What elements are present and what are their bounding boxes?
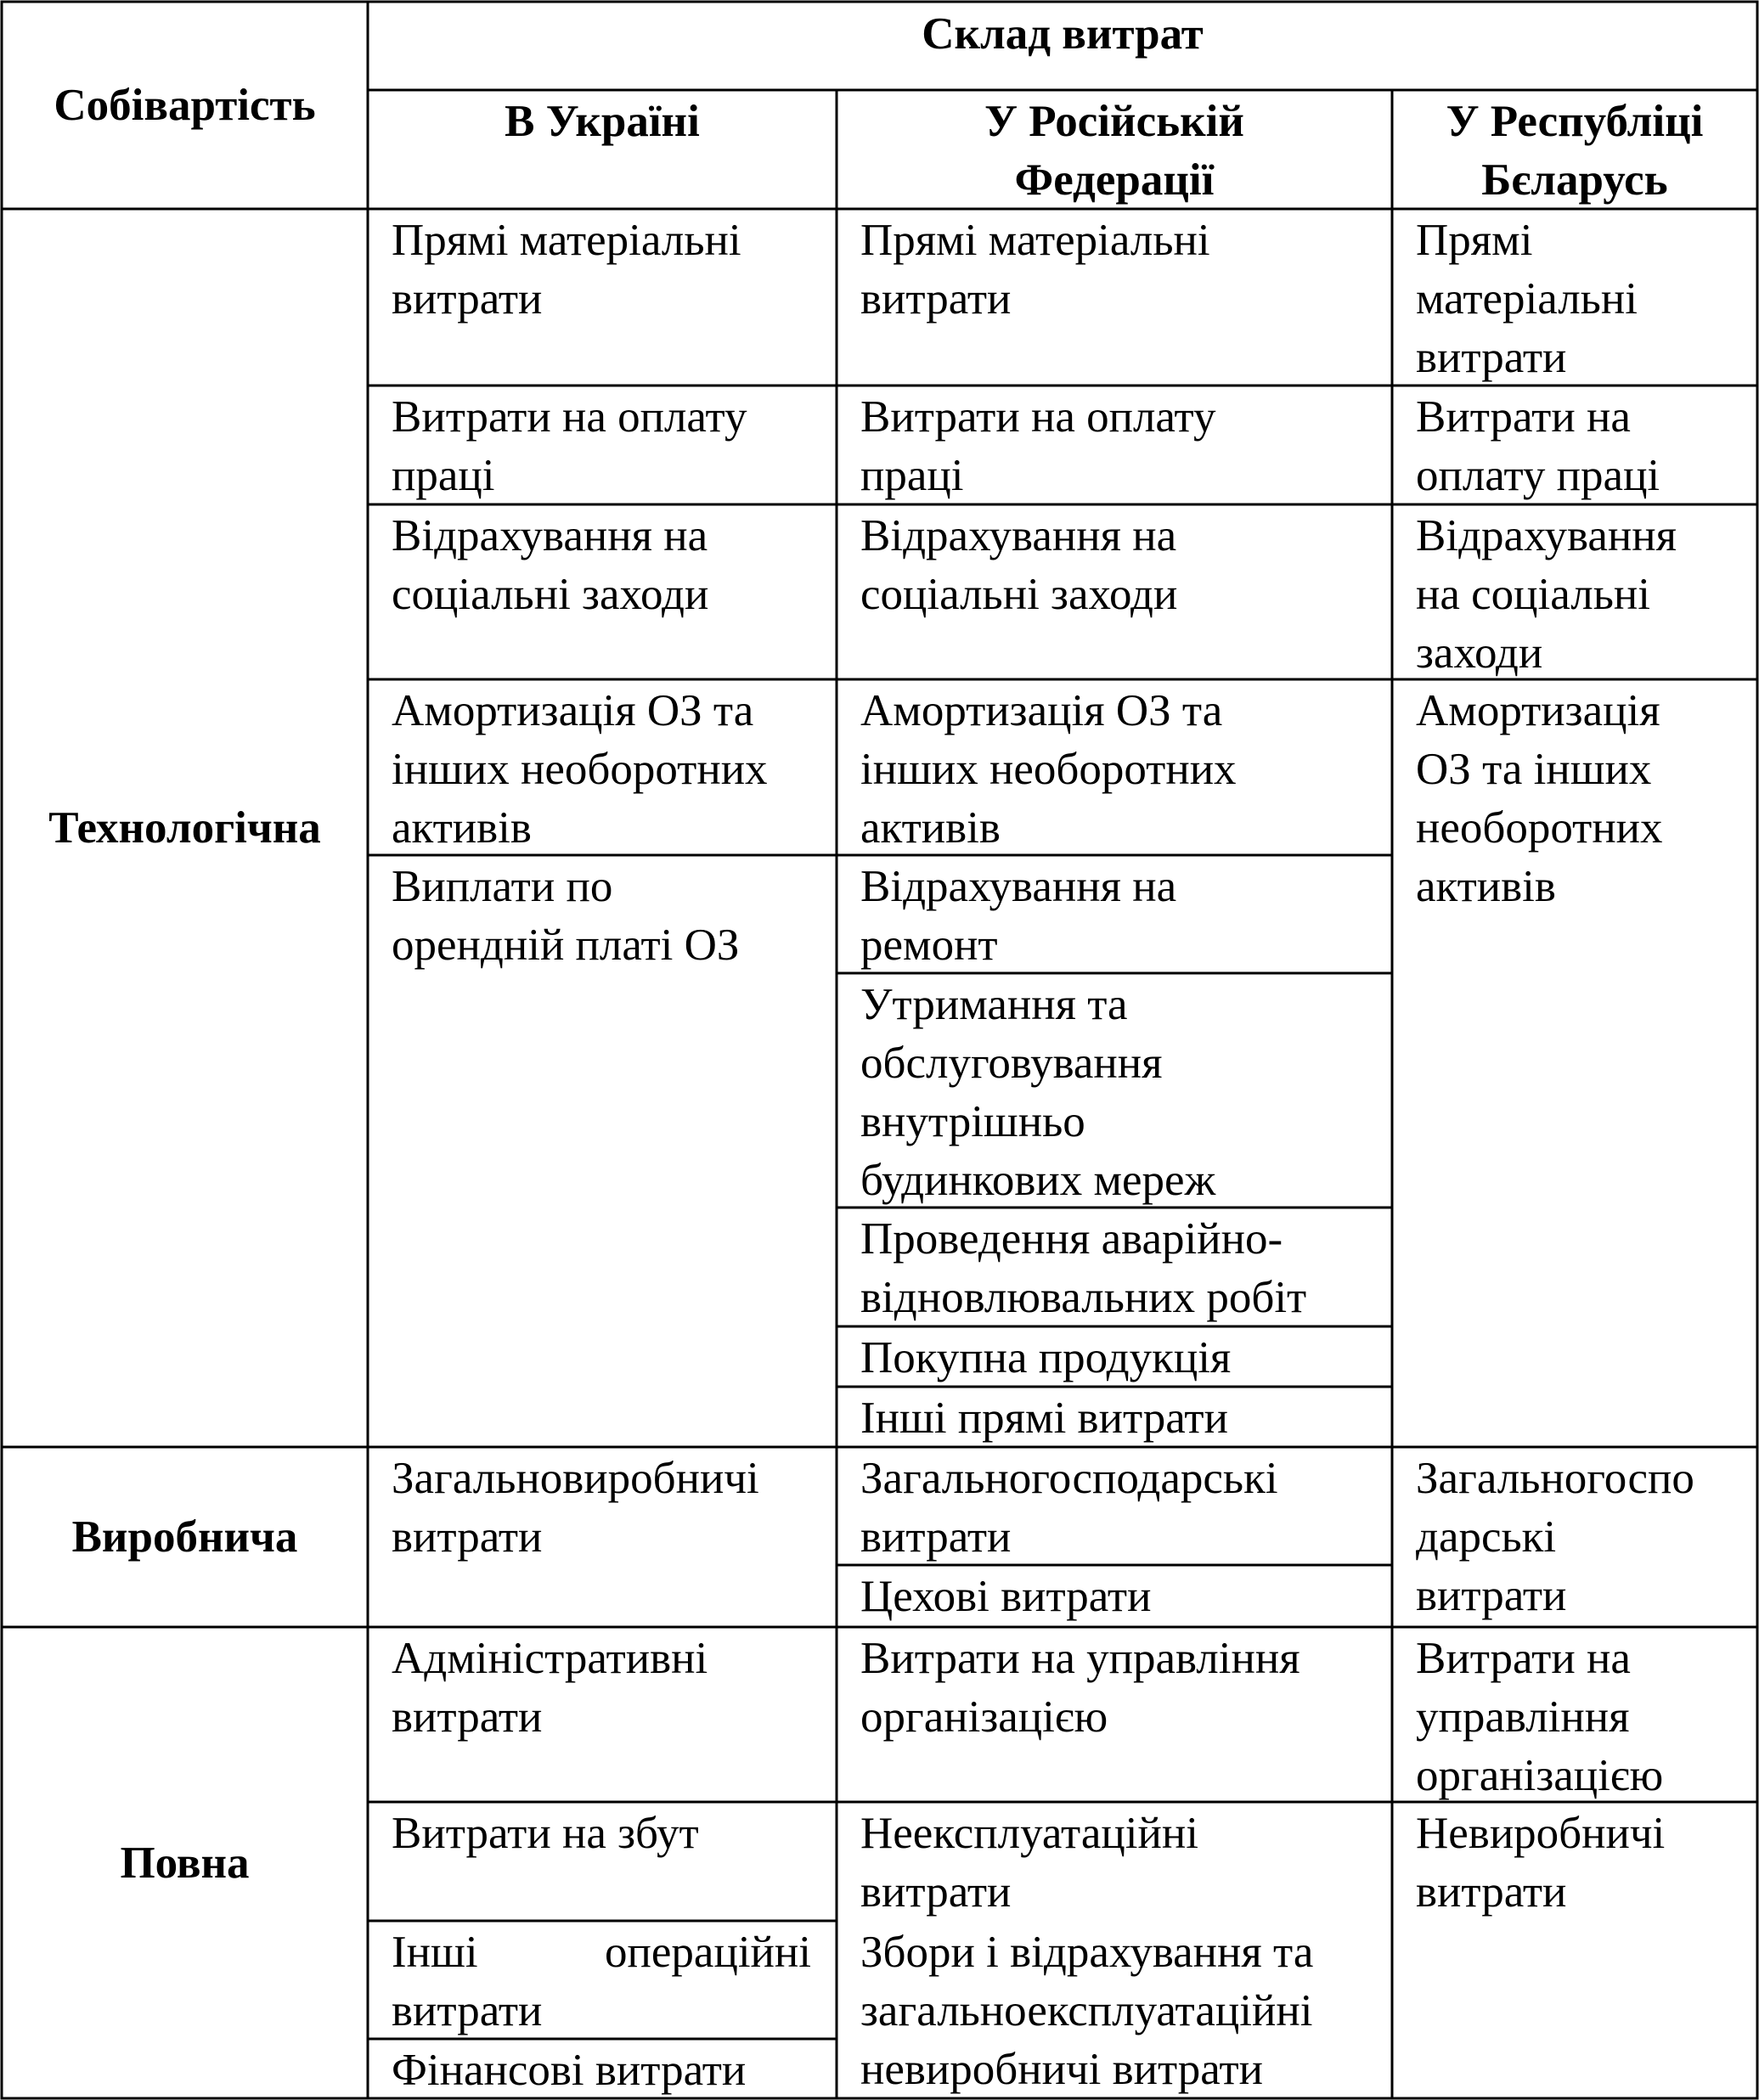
ukraine-cell [368,1450,837,1567]
cell-line: Прямі [1416,216,1533,265]
cell-line: Утримання та [860,980,1128,1029]
header-ukraine-line: В Україні [505,97,700,146]
cell-line: витрати [860,274,1012,324]
cell-line: праці [392,451,495,500]
russia-cell [837,507,1392,624]
cell-line: витрати [860,1867,1012,1917]
ukraine-cell [368,211,837,329]
cell-line: необоротних [1416,803,1663,853]
cell-line: заходи [1416,628,1543,678]
cell-line: Покупна продукція [860,1333,1232,1382]
header-group: Склад витрат [922,9,1204,59]
cell-line: Витрати на управління [860,1634,1300,1683]
russia-cell [837,682,1392,858]
russia-cell [837,388,1392,505]
ukraine-cell [368,1923,837,2041]
russia-cell [837,1630,1392,1747]
belarus-cell [1392,1804,1757,1922]
cell-line: Цехові витрати [860,1572,1152,1621]
cell-line: Прямі матеріальні [860,216,1210,265]
russia-cell [837,1389,1392,1447]
ukraine-cell [368,1804,837,1863]
row-head-production [2,1447,368,1627]
belarus-cell [1392,388,1757,505]
russia-cell [837,976,1392,1210]
cell-line: соціальні заходи [860,570,1178,619]
cell-line: на соціальні [1416,570,1650,619]
ukraine-cell [368,507,837,624]
row-head-full [2,1627,368,2098]
ukraine-cell [368,1630,837,1747]
cell-line: Інші прямі витрати [860,1393,1228,1443]
cell-line: витрати [392,1692,543,1742]
ukraine-cell [368,858,837,975]
cell-line: внутрішньо [860,1097,1085,1146]
cell-line: витрати [1416,333,1567,382]
header-belarus [1392,93,1757,210]
header-russia-line: У Російській [984,97,1244,146]
cell-word: Інші [392,1928,478,1977]
cell-line: організацією [1416,1751,1664,1800]
cell-line: Фінансові витрати [392,2046,747,2095]
russia-cell [837,1450,1392,1567]
cell-line: невиробничі витрати [860,2045,1263,2094]
header-ukraine [368,93,837,151]
cell-line: ремонт [860,921,998,970]
cell-line: Загальногосподарські [860,1454,1278,1503]
cell-line: орендній платі ОЗ [392,921,740,970]
cell-line: Відрахування на [392,511,708,560]
header-russia-line: Федерації [1014,155,1215,205]
belarus-cell [1392,1450,1757,1625]
cell-line: Відрахування на [860,511,1177,560]
cell-line: Витрати на оплату [392,392,747,442]
russia-cell [837,211,1392,329]
cell-line: соціальні заходи [392,570,709,619]
russia-cell [837,1329,1392,1387]
cell-line: праці [860,451,964,500]
cell-line: Амортизація ОЗ та [392,686,754,735]
cell-line: будинкових мереж [860,1156,1216,1205]
ukraine-cell [368,388,837,505]
header-cost [2,2,368,209]
russia-cell [837,1568,1392,1625]
belarus-cell [1392,211,1757,387]
cell-line: матеріальні [1416,274,1638,324]
row-head-label: Повна [120,1838,250,1888]
belarus-cell [1392,507,1757,683]
cell-line: Неексплуатаційні [860,1809,1198,1858]
cell-line: витрати [392,1986,543,2035]
cell-line: дарські [1416,1512,1557,1562]
cell-line: організацією [860,1692,1108,1742]
row-head-technological [2,209,368,1447]
cell-line: активів [392,803,532,853]
cell-line: Відрахування [1416,511,1677,560]
russia-cell [837,1923,1392,2099]
cell-line: інших необоротних [860,745,1237,794]
cell-line: управління [1416,1692,1630,1742]
cell-line: інших необоротних [392,745,768,794]
cell-line: загальноексплуатаційні [860,1986,1313,2035]
cell-line: витрати [860,1512,1012,1562]
cell-line: Амортизація [1416,686,1660,735]
russia-cell [837,1210,1392,1327]
cell-line: активів [860,803,1001,853]
cell-word: операційні [605,1928,811,1977]
cell-line: витрати [1416,1867,1567,1917]
row-head-label: Виробнича [71,1512,298,1562]
cell-line: Відрахування на [860,862,1177,911]
cell-line: Прямі матеріальні [392,216,741,265]
cell-line: обслуговування [860,1039,1163,1088]
header-belarus-line: У Республіці [1446,97,1704,146]
cell-line: Витрати на збут [392,1809,699,1858]
ukraine-cell [368,682,837,858]
cell-line: Витрати на [1416,392,1631,442]
cell-line: Збори і відрахування та [860,1928,1314,1977]
belarus-cell [1392,682,1757,916]
cell-line: активів [1416,862,1556,911]
russia-cell [837,1804,1392,1922]
cell-line: Виплати по [392,862,613,911]
belarus-cell [1392,1630,1757,1805]
ukraine-cell [368,2041,837,2100]
cell-line: Загальногоспо [1416,1454,1694,1503]
cell-line: Проведення аварійно- [860,1214,1283,1264]
header-cost-label: Собівартість [54,81,316,130]
cell-line-justified [392,1923,837,1982]
cell-line: Загальновиробничі [392,1454,759,1503]
cell-line: Амортизація ОЗ та [860,686,1223,735]
cell-line: витрати [392,1512,543,1562]
cell-line: Витрати на оплату [860,392,1216,442]
cell-line: Витрати на [1416,1634,1631,1683]
cell-line: витрати [1416,1571,1567,1620]
cell-line: Невиробничі [1416,1809,1666,1858]
header-russia [837,93,1392,210]
row-head-label: Технологічна [48,803,321,853]
cell-line: оплату праці [1416,451,1660,500]
cell-line: Адміністративні [392,1634,708,1683]
russia-cell [837,858,1392,975]
cell-line: витрати [392,274,543,324]
cell-line: ОЗ та інших [1416,745,1652,794]
cell-line: відновлювальних робіт [860,1273,1307,1322]
header-belarus-line: Бєларусь [1481,155,1668,205]
